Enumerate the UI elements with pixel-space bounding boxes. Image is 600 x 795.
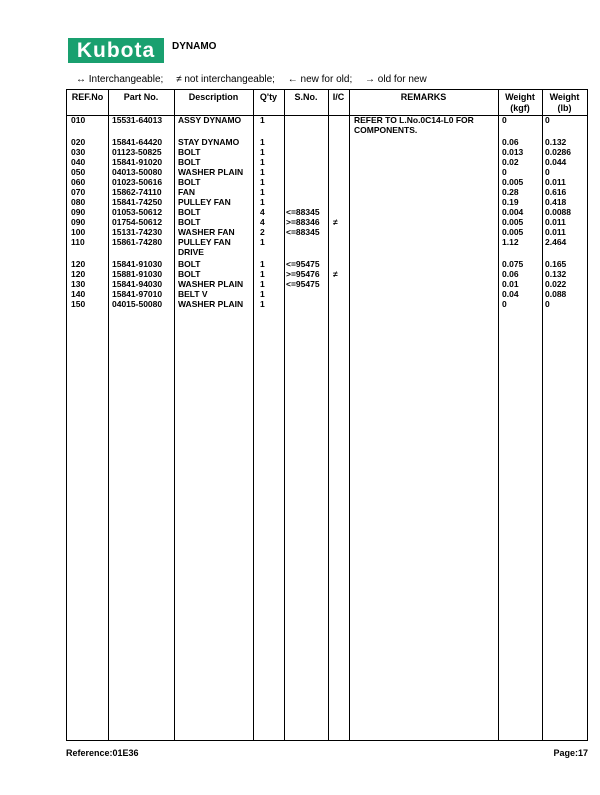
- weight-lb-cell: 2.464: [545, 237, 567, 247]
- weight-lb-cell: 0.011: [545, 177, 566, 187]
- col-header-qty: Q'ty: [259, 92, 278, 102]
- legend-interchangeable: ↔ Interchangeable;: [76, 74, 164, 85]
- ref-cell: 150: [71, 299, 86, 309]
- part-no-cell: 15841-94030: [112, 279, 163, 289]
- weight-kgf-cell: 0.06: [502, 269, 519, 279]
- qty-cell: 1: [260, 279, 265, 289]
- serial-no-cell: <=95475: [286, 279, 320, 289]
- qty-cell: 1: [260, 187, 265, 197]
- qty-cell: 1: [260, 299, 265, 309]
- part-no-cell: 01754-50612: [112, 217, 163, 227]
- legend-old-for-new: → old for new: [365, 74, 427, 85]
- kubota-logo: Kubota: [68, 38, 164, 63]
- remarks-cell: REFER TO L.No.0C14-L0 FOR COMPONENTS.: [354, 115, 474, 135]
- ref-cell: 080: [71, 197, 86, 207]
- part-no-cell: 15841-64420: [112, 137, 163, 147]
- ref-cell: 120: [71, 269, 86, 279]
- qty-cell: 1: [260, 197, 265, 207]
- legend-new-for-old: ← new for old;: [287, 74, 353, 85]
- ic-cell: ≠: [333, 269, 338, 279]
- description-cell: BOLT: [178, 157, 201, 167]
- col-header-weight-lb: Weight (lb): [549, 92, 580, 113]
- weight-kgf-cell: 0.02: [502, 157, 519, 167]
- column-divider: [253, 90, 254, 740]
- weight-kgf-cell: 0.28: [502, 187, 519, 197]
- weight-kgf-cell: 0: [502, 167, 507, 177]
- weight-lb-cell: 0: [545, 167, 550, 177]
- description-cell: BOLT: [178, 269, 201, 279]
- page-title: DYNAMO: [172, 41, 217, 52]
- part-no-cell: 01123-50825: [112, 147, 162, 157]
- weight-lb-cell: 0.044: [545, 157, 567, 167]
- weight-kgf-cell: 0.04: [502, 289, 519, 299]
- description-cell: BELT V: [178, 289, 208, 299]
- ref-cell: 060: [71, 177, 86, 187]
- ic-cell: ≠: [333, 217, 338, 227]
- qty-cell: 4: [260, 207, 265, 217]
- qty-cell: 1: [260, 289, 265, 299]
- qty-cell: 1: [260, 259, 265, 269]
- qty-cell: 1: [260, 237, 265, 247]
- parts-table: [66, 89, 588, 741]
- col-header-weight-kgf: Weight (kgf): [505, 92, 535, 113]
- col-header-part-no: Part No.: [123, 92, 159, 102]
- weight-kgf-cell: 0.005: [502, 217, 524, 227]
- qty-cell: 2: [260, 227, 265, 237]
- part-no-cell: 01053-50612: [112, 207, 163, 217]
- description-cell: WASHER PLAIN: [178, 279, 244, 289]
- part-no-cell: 15131-74230: [112, 227, 163, 237]
- weight-lb-cell: 0.022: [545, 279, 567, 289]
- legend-not-interchangeable: ≠ not interchangeable;: [176, 74, 275, 85]
- serial-no-cell: <=95475: [286, 259, 320, 269]
- column-divider: [284, 90, 285, 740]
- reference-label: Reference:01E36: [66, 748, 139, 758]
- part-no-cell: 15881-91030: [112, 269, 163, 279]
- weight-lb-cell: 0.0286: [545, 147, 571, 157]
- description-cell: BOLT: [178, 147, 201, 157]
- ref-cell: 040: [71, 157, 86, 167]
- description-cell: WASHER FAN: [178, 227, 235, 237]
- col-header-ic: I/C: [332, 92, 345, 102]
- part-no-cell: 04013-50080: [112, 167, 163, 177]
- description-cell: WASHER PLAIN: [178, 167, 244, 177]
- qty-cell: 1: [260, 177, 265, 187]
- weight-kgf-cell: 0: [502, 299, 507, 309]
- description-cell: WASHER PLAIN: [178, 299, 244, 309]
- part-no-cell: 01023-50616: [112, 177, 163, 187]
- ref-cell: 010: [71, 115, 86, 125]
- description-cell: BOLT: [178, 207, 201, 217]
- qty-cell: 1: [260, 269, 265, 279]
- serial-no-cell: >=95476: [286, 269, 320, 279]
- description-cell: BOLT: [178, 177, 201, 187]
- weight-lb-cell: 0.616: [545, 187, 567, 197]
- serial-no-cell: >=88346: [286, 217, 320, 227]
- weight-kgf-cell: 0.013: [502, 147, 524, 157]
- weight-lb-cell: 0.0088: [545, 207, 571, 217]
- part-no-cell: 15531-64013: [112, 115, 163, 125]
- ref-cell: 020: [71, 137, 86, 147]
- column-divider: [174, 90, 175, 740]
- col-header-ref: REF.No: [71, 92, 104, 102]
- ref-cell: 100: [71, 227, 86, 237]
- description-cell: STAY DYNAMO: [178, 137, 240, 147]
- ref-cell: 070: [71, 187, 86, 197]
- description-cell: BOLT: [178, 259, 201, 269]
- weight-lb-cell: 0.418: [545, 197, 567, 207]
- description-cell: PULLEY FAN DRIVE: [178, 237, 231, 257]
- description-cell: ASSY DYNAMO: [178, 115, 242, 125]
- ref-cell: 130: [71, 279, 86, 289]
- qty-cell: 1: [260, 115, 265, 125]
- serial-no-cell: <=88345: [286, 207, 320, 217]
- part-no-cell: 04015-50080: [112, 299, 163, 309]
- column-divider: [328, 90, 329, 740]
- weight-lb-cell: 0: [545, 299, 550, 309]
- ref-cell: 090: [71, 217, 86, 227]
- weight-kgf-cell: 1.12: [502, 237, 519, 247]
- description-cell: BOLT: [178, 217, 201, 227]
- weight-kgf-cell: 0: [502, 115, 507, 125]
- weight-kgf-cell: 0.075: [502, 259, 524, 269]
- weight-lb-cell: 0.132: [545, 269, 567, 279]
- weight-kgf-cell: 0.004: [502, 207, 524, 217]
- serial-no-cell: <=88345: [286, 227, 320, 237]
- ref-cell: 110: [71, 237, 85, 247]
- ref-cell: 140: [71, 289, 86, 299]
- qty-cell: 1: [260, 157, 265, 167]
- ref-cell: 090: [71, 207, 86, 217]
- part-no-cell: 15841-74250: [112, 197, 163, 207]
- ref-cell: 120: [71, 259, 86, 269]
- weight-lb-cell: 0.132: [545, 137, 567, 147]
- weight-kgf-cell: 0.005: [502, 227, 524, 237]
- qty-cell: 1: [260, 147, 265, 157]
- qty-cell: 1: [260, 167, 265, 177]
- column-divider: [542, 90, 543, 740]
- col-header-sno: S.No.: [294, 92, 318, 102]
- weight-kgf-cell: 0.01: [502, 279, 519, 289]
- page-number: Page:17: [553, 748, 588, 758]
- weight-kgf-cell: 0.19: [502, 197, 519, 207]
- weight-lb-cell: 0.088: [545, 289, 567, 299]
- weight-lb-cell: 0.165: [545, 259, 567, 269]
- weight-kgf-cell: 0.06: [502, 137, 519, 147]
- description-cell: FAN: [178, 187, 195, 197]
- column-divider: [108, 90, 109, 740]
- qty-cell: 1: [260, 137, 265, 147]
- part-no-cell: 15862-74110: [112, 187, 162, 197]
- part-no-cell: 15861-74280: [112, 237, 163, 247]
- ref-cell: 030: [71, 147, 86, 157]
- weight-lb-cell: 0.011: [545, 227, 566, 237]
- column-divider: [349, 90, 350, 740]
- col-header-remarks: REMARKS: [400, 92, 447, 102]
- weight-lb-cell: 0: [545, 115, 550, 125]
- column-divider: [498, 90, 499, 740]
- part-no-cell: 15841-91020: [112, 157, 163, 167]
- ref-cell: 050: [71, 167, 86, 177]
- legend: [76, 74, 437, 85]
- part-no-cell: 15841-91030: [112, 259, 163, 269]
- part-no-cell: 15841-97010: [112, 289, 163, 299]
- qty-cell: 4: [260, 217, 265, 227]
- weight-lb-cell: 0.011: [545, 217, 566, 227]
- weight-kgf-cell: 0.005: [502, 177, 524, 187]
- description-cell: PULLEY FAN: [178, 197, 231, 207]
- col-header-description: Description: [188, 92, 239, 102]
